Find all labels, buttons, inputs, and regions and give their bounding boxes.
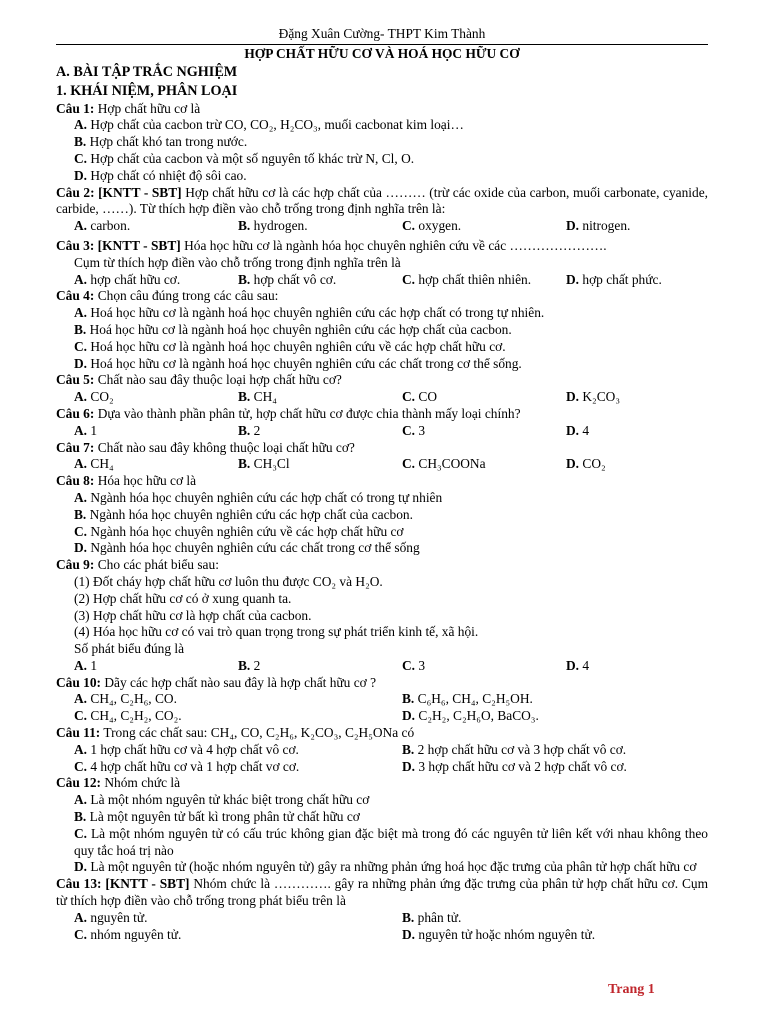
question-stem: Hóa học hữu cơ là xyxy=(97,473,197,489)
option-text: CO₂ xyxy=(582,456,606,472)
option-text: CH₄, C₂H₂, CO₂. xyxy=(90,708,182,724)
option-text: CO xyxy=(418,389,437,405)
option-c: C. Hoá học hữu cơ là ngành hoá học chuyên nghiên cứu về các hợp chất hữu cơ. xyxy=(74,338,506,354)
question-10 xyxy=(56,675,708,692)
question-prompt: Số phát biểu đúng là xyxy=(74,641,185,657)
option-text: C₂H₂, C₂H₆O, BaCO₃. xyxy=(418,708,539,724)
section-a-heading: A. BÀI TẬP TRẮC NGHIỆM xyxy=(56,63,238,80)
option-a: A. Ngành hóa học chuyên nghiên cứu các hợp chất có trong tự nhiên xyxy=(74,489,443,505)
options-row xyxy=(56,218,708,235)
option-text: nguyên tử. xyxy=(90,909,148,925)
option-text: nitrogen. xyxy=(582,218,631,234)
option-text: CH₃Cl xyxy=(253,456,290,472)
option-a: A. carbon. xyxy=(74,218,131,234)
option-d: D. Hợp chất có nhiệt độ sôi cao. xyxy=(74,167,247,183)
option-text: 2 xyxy=(253,422,261,438)
option-text: Hoá học hữu cơ là ngành hoá học chuyên nghiên cứu các chất trong cơ thể sống. xyxy=(90,355,522,371)
question-stem: Hợp chất hữu cơ là các hợp chất của ……… (trừ các oxide của carbon, muối carbonate, cyanide, carbide, ……). Từ thích hợp điền vào chỗ trống trong định nghĩa trên là: xyxy=(56,184,708,217)
option-a: A. hợp chất hữu cơ. xyxy=(74,271,181,287)
option-text: CO₂ xyxy=(90,389,114,405)
statement-1: (1) Đốt cháy hợp chất hữu cơ luôn thu được CO₂ và H₂O. xyxy=(74,573,383,589)
option-d: D. 3 hợp chất hữu cơ và 2 hợp chất vô cơ. xyxy=(402,758,627,774)
question-number: Câu 6: xyxy=(56,405,95,421)
option-a: A. 1 xyxy=(74,657,98,673)
option-d: D. 4 xyxy=(566,657,590,673)
option-b: B. phân tử. xyxy=(402,909,462,925)
option-text: 4 hợp chất hữu cơ và 1 hợp chất vơ cơ. xyxy=(90,758,300,774)
option-text: Ngành hóa học chuyên nghiên cứu về các hợp chất hữu cơ xyxy=(90,523,404,539)
question-6 xyxy=(56,406,708,423)
statement-3: (3) Hợp chất hữu cơ là hợp chất của cacbon. xyxy=(74,607,312,623)
option-text: K₂CO₃ xyxy=(582,389,620,405)
option-c: C. oxygen. xyxy=(402,218,462,234)
option-c: C. 3 xyxy=(402,422,426,438)
option-b: B. CH₃Cl xyxy=(238,456,290,472)
option-text: CH₄ xyxy=(253,389,277,405)
question-stem: Chất nào sau đây không thuộc loại chất hữu cơ? xyxy=(97,439,355,455)
options-row xyxy=(56,742,708,759)
option-text: 1 hợp chất hữu cơ và 4 hợp chất vô cơ. xyxy=(90,741,299,757)
option-text: Ngành hóa học chuyên nghiên cứu các chất trong cơ thể sống xyxy=(90,540,420,556)
page-header: Đặng Xuân Cường- THPT Kim Thành xyxy=(278,26,486,41)
option-text: Hoá học hữu cơ là ngành hoá học chuyên nghiên cứu về các hợp chất hữu cơ. xyxy=(90,338,506,354)
question-5 xyxy=(56,372,708,389)
option-a: A. 1 hợp chất hữu cơ và 4 hợp chất vô cơ. xyxy=(74,741,299,757)
option-text: Hoá học hữu cơ là ngành hoá học chuyên nghiên cứu các hợp chất của cacbon. xyxy=(89,321,512,337)
option-c: C. CH₃COONa xyxy=(402,456,486,472)
option-text: Hợp chất của cacbon và một số nguyên tố khác trừ N, Cl, O. xyxy=(90,150,415,166)
option-a: A. Là một nhóm nguyên tử khác biệt trong chất hữu cơ xyxy=(74,792,370,808)
option-d: D. Là một nguyên tử (hoặc nhóm nguyên tử) gây ra những phản ứng hoá học đặc trưng của phân tử hợp chất hữu cơ xyxy=(74,859,697,875)
option-a: A. Hợp chất của cacbon trừ CO, CO₂, H₂CO₃, muối cacbonat kim loại… xyxy=(74,117,464,133)
option-d: D. 4 xyxy=(566,422,590,438)
question-stem: Hợp chất hữu cơ là xyxy=(97,100,201,116)
option-a: A. CH₄, C₂H₆, CO. xyxy=(74,691,177,707)
options-row xyxy=(56,658,708,675)
question-number: Câu 13: [KNTT - SBT] xyxy=(56,876,190,892)
option-text: nhóm nguyên tử. xyxy=(90,926,182,942)
option-c: C. Là một nhóm nguyên tử có cấu trúc không gian đặc biệt mà trong đó các nguyên tử liên kết với nhau không theo quy tắc hoá trị nào xyxy=(74,825,708,858)
option-text: hợp chất hữu cơ. xyxy=(90,271,181,287)
question-stem: Dựa vào thành phần phân tử, hợp chất hữu cơ được chia thành mấy loại chính? xyxy=(97,405,521,421)
question-8 xyxy=(56,473,708,490)
question-number: Câu 2: [KNTT - SBT] xyxy=(56,184,182,200)
option-text: hợp chất phức. xyxy=(582,271,662,287)
option-b: B. Là một nguyên tử bất kì trong phân tử chất hữu cơ xyxy=(74,809,360,825)
header-rule xyxy=(56,44,708,45)
option-text: hợp chất vô cơ. xyxy=(253,271,337,287)
option-text: phân tử. xyxy=(417,909,462,925)
option-b: B. Hoá học hữu cơ là ngành hoá học chuyên nghiên cứu các hợp chất của cacbon. xyxy=(74,321,512,337)
options-row xyxy=(56,910,708,927)
options-row xyxy=(56,691,708,708)
option-c: C. Hợp chất của cacbon và một số nguyên tố khác trừ N, Cl, O. xyxy=(74,150,415,166)
option-text: hợp chất thiên nhiên. xyxy=(418,271,532,287)
question-2 xyxy=(56,185,708,219)
option-c: C. 4 hợp chất hữu cơ và 1 hợp chất vơ cơ. xyxy=(74,758,300,774)
option-text: CH₄, C₂H₆, CO. xyxy=(90,691,177,707)
question-stem: Hóa học hữu cơ là ngành hóa học chuyên nghiên cứu về các …………………. xyxy=(184,237,607,253)
option-b: B. Hợp chất khó tan trong nước. xyxy=(74,134,248,150)
option-text: Là một nguyên tử bất kì trong phân tử chất hữu cơ xyxy=(89,809,360,825)
option-d: D. nguyên tử hoặc nhóm nguyên tử. xyxy=(402,926,596,942)
question-number: Câu 7: xyxy=(56,439,95,455)
option-text: 1 xyxy=(90,657,98,673)
option-text: Là một nhóm nguyên tử khác biệt trong chất hữu cơ xyxy=(90,792,370,808)
option-d: D. K₂CO₃ xyxy=(566,389,620,405)
option-d: D. Hoá học hữu cơ là ngành hoá học chuyên nghiên cứu các chất trong cơ thể sống. xyxy=(74,355,522,371)
question-number: Câu 3: [KNTT - SBT] xyxy=(56,237,181,253)
question-12 xyxy=(56,775,708,792)
option-text: C₆H₆, CH₄, C₂H₅OH. xyxy=(417,691,533,707)
option-text: oxygen. xyxy=(418,218,462,234)
option-text: 2 hợp chất hữu cơ và 3 hợp chất vô cơ. xyxy=(417,741,627,757)
option-text: Là một nhóm nguyên tử có cấu trúc không gian đặc biệt mà trong đó các nguyên tử liên kết với nhau không theo quy tắc hoá trị nào xyxy=(74,825,708,858)
page-number: Trang 1 xyxy=(608,982,655,997)
option-d: D. Ngành hóa học chuyên nghiên cứu các chất trong cơ thể sống xyxy=(74,540,420,556)
option-d: D. C₂H₂, C₂H₆O, BaCO₃. xyxy=(402,708,539,724)
question-number: Câu 8: xyxy=(56,473,95,489)
question-9 xyxy=(56,557,708,574)
question-stem: Cho các phát biểu sau: xyxy=(97,557,219,573)
option-b: B. hydrogen. xyxy=(238,218,308,234)
question-number: Câu 11: xyxy=(56,725,101,741)
question-11 xyxy=(56,725,708,742)
question-number: Câu 1: xyxy=(56,100,95,116)
options-row xyxy=(56,927,708,944)
question-4 xyxy=(56,288,708,305)
option-text: 3 xyxy=(418,422,426,438)
question-13 xyxy=(56,876,708,910)
option-a: A. Hoá học hữu cơ là ngành hoá học chuyên nghiên cứu các hợp chất có trong tự nhiên. xyxy=(74,305,545,321)
option-text: Hợp chất khó tan trong nước. xyxy=(89,134,248,150)
option-b: B. CH₄ xyxy=(238,389,277,405)
option-text: Hoá học hữu cơ là ngành hoá học chuyên nghiên cứu các hợp chất có trong tự nhiên. xyxy=(90,305,545,321)
option-text: CH₃COONa xyxy=(418,456,486,472)
question-number: Câu 5: xyxy=(56,372,95,388)
question-7 xyxy=(56,440,708,457)
options-row xyxy=(56,708,708,725)
option-text: 2 xyxy=(253,657,261,673)
option-b: B. Ngành hóa học chuyên nghiên cứu các hợp chất của cacbon. xyxy=(74,506,413,522)
option-c: C. hợp chất thiên nhiên. xyxy=(402,271,532,287)
option-d: D. hợp chất phức. xyxy=(566,271,662,287)
question-number: Câu 9: xyxy=(56,557,95,573)
question-3 xyxy=(56,238,708,255)
option-b: B. hợp chất vô cơ. xyxy=(238,271,337,287)
option-c: C. nhóm nguyên tử. xyxy=(74,926,182,942)
option-text: CH₄ xyxy=(90,456,114,472)
option-b: B. 2 hợp chất hữu cơ và 3 hợp chất vô cơ. xyxy=(402,741,627,757)
option-c: C. Ngành hóa học chuyên nghiên cứu về các hợp chất hữu cơ xyxy=(74,523,404,539)
statement-4: (4) Hóa học hữu cơ có vai trò quan trọng trong sự phát triển kinh tế, xã hội. xyxy=(74,624,479,640)
question-number: Câu 10: xyxy=(56,674,102,690)
options-row xyxy=(56,389,708,406)
question-number: Câu 12: xyxy=(56,775,102,791)
option-d: D. nitrogen. xyxy=(566,218,631,234)
option-text: 3 hợp chất hữu cơ và 2 hợp chất vô cơ. xyxy=(418,758,627,774)
document-page xyxy=(56,26,708,943)
option-a: A. CO₂ xyxy=(74,389,114,405)
question-stem: Chất nào sau đây thuộc loại hợp chất hữu cơ? xyxy=(97,372,342,388)
question-stem: Nhóm chức là …………. gây ra những phản ứng đặc trưng của phân tử hợp chất hữu cơ. Cụm từ thích hợp điền vào chỗ trống trong phát biểu trên là xyxy=(56,876,708,909)
statement-2: (2) Hợp chất hữu cơ có ở xung quanh ta. xyxy=(74,590,292,606)
option-text: 1 xyxy=(90,422,98,438)
question-1 xyxy=(56,101,708,118)
option-text: Ngành hóa học chuyên nghiên cứu các hợp chất của cacbon. xyxy=(89,506,413,522)
question-stem-continued: Cụm từ thích hợp điền vào chỗ trống trong định nghĩa trên là xyxy=(74,254,401,270)
option-text: 4 xyxy=(582,422,590,438)
option-c: C. CH₄, C₂H₂, CO₂. xyxy=(74,708,182,724)
option-text: nguyên tử hoặc nhóm nguyên tử. xyxy=(418,926,596,942)
option-b: B. 2 xyxy=(238,657,261,673)
option-text: Là một nguyên tử (hoặc nhóm nguyên tử) gây ra những phản ứng hoá học đặc trưng của phân tử hợp chất hữu cơ xyxy=(90,859,697,875)
options-row xyxy=(56,423,708,440)
option-text: Hợp chất của cacbon trừ CO, CO₂, H₂CO₃, muối cacbonat kim loại… xyxy=(90,117,464,133)
question-stem: Trong các chất sau: CH₄, CO, C₂H₆, K₂CO₃, C₂H₅ONa có xyxy=(103,725,415,741)
option-a: A. CH₄ xyxy=(74,456,114,472)
option-b: B. 2 xyxy=(238,422,261,438)
option-a: A. 1 xyxy=(74,422,98,438)
question-stem: Dãy các hợp chất nào sau đây là hợp chất hữu cơ ? xyxy=(104,674,377,690)
option-text: Ngành hóa học chuyên nghiên cứu các hợp chất có trong tự nhiên xyxy=(90,489,443,505)
option-c: C. CO xyxy=(402,389,437,405)
section-1-heading: 1. KHÁI NIỆM, PHÂN LOẠI xyxy=(56,82,238,99)
option-c: C. 3 xyxy=(402,657,426,673)
option-a: A. nguyên tử. xyxy=(74,909,148,925)
option-text: carbon. xyxy=(90,218,131,234)
question-stem: Chọn câu đúng trong các câu sau: xyxy=(97,288,279,304)
option-b: B. C₆H₆, CH₄, C₂H₅OH. xyxy=(402,691,533,707)
question-number: Câu 4: xyxy=(56,288,95,304)
options-row xyxy=(56,759,708,776)
question-stem: Nhóm chức là xyxy=(104,775,181,791)
option-text: hydrogen. xyxy=(253,218,308,234)
options-row xyxy=(56,272,708,289)
option-text: Hợp chất có nhiệt độ sôi cao. xyxy=(90,167,247,183)
options-row xyxy=(56,456,708,473)
option-d: D. CO₂ xyxy=(566,456,606,472)
option-text: 3 xyxy=(418,657,426,673)
option-text: 4 xyxy=(582,657,590,673)
document-title: HỢP CHẤT HỮU CƠ VÀ HOÁ HỌC HỮU CƠ xyxy=(244,45,520,61)
